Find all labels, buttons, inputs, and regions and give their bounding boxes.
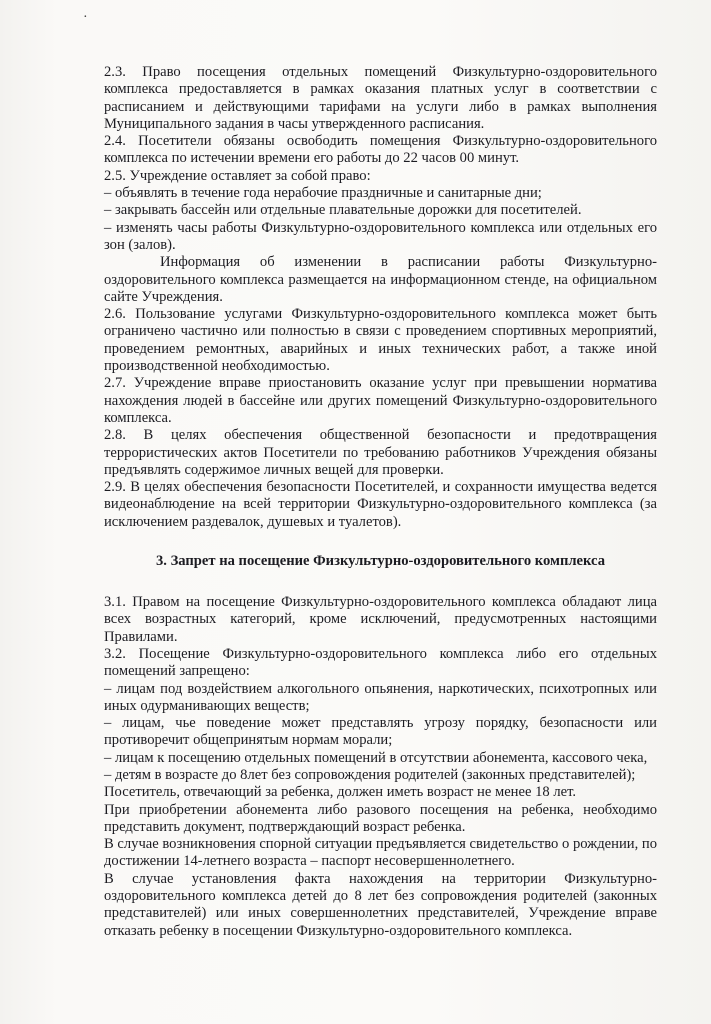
paragraph-2-6: 2.6. Пользование услугами Физкультурно-оздоровительного комплекса может быть ограничено частично или полностью в связи с проведением спортивных мероприятий, проведением ремонтных, аварийных и иных технических работ, а также иной производственной необходимостью.	[104, 306, 657, 375]
list-item-3-2-a: – лицам под воздействием алкогольного опьянения, наркотических, психотропных или иных одурманивающих веществ;	[104, 680, 657, 714]
paragraph-2-3: 2.3. Право посещения отдельных помещений Физкультурно-оздоровительного комплекса предоставляется в рамках оказания платных услуг в соответствии с расписанием и действующими тарифами на услуги либо в рамках выполнения Муниципального задания в часы утвержденного расписания.	[104, 64, 657, 132]
list-item-2-5-b: – закрывать бассейн или отдельные плавательные дорожки для посетителей.	[104, 202, 582, 219]
paragraph-refusal: В случае установления факта нахождения на территории Физкультурно-оздоровительного комплекса детей до 8 лет без сопровождения родителей (законных представителей) или иных совершеннолетних представителей, Учреждение вправе отказать ребенку в посещении Физкультурно-оздоровительного комплекса.	[104, 870, 657, 939]
paragraph-2-5: 2.5. Учреждение оставляет за собой право:	[104, 167, 371, 184]
paragraph-3-2: 3.2. Посещение Физкультурно-оздоровительного комплекса либо его отдельных помещений запрещено:	[104, 645, 657, 680]
paragraph-2-8: 2.8. В целях обеспечения общественной безопасности и предотвращения террористических актов Посетители по требованию работников Учреждения обязаны предъявлять содержимое личных вещей для проверки.	[104, 427, 657, 478]
list-item-3-2-c: – лицам к посещению отдельных помещений в отсутствии абонемента, кассового чека,	[104, 749, 648, 766]
paragraph-document: При приобретении абонемента либо разового посещения на ребенка, необходимо представить документ, подтверждающий возраст ребенка.	[104, 801, 657, 835]
list-item-2-5-a: – объявлять в течение года нерабочие праздничные и санитарные дни;	[104, 185, 542, 202]
paragraph-age: Посетитель, отвечающий за ребенка, должен иметь возраст не менее 18 лет.	[104, 784, 577, 801]
paragraph-2-9: 2.9. В целях обеспечения безопасности Посетителей, и сохранности имущества ведется видеонаблюдение на всей территории Физкультурно-оздоровительного комплекса (за исключением раздевалок, душевых и туалетов).	[104, 479, 657, 530]
paragraph-info: Информация об изменении в расписании работы Физкультурно-оздоровительного комплекса размещается на информационном стенде, на официальном сайте Учреждения.	[104, 254, 657, 305]
list-item-3-2-d: – детям в возрасте до 8лет без сопровождения родителей (законных представителей);	[104, 766, 636, 783]
corner-mark: ·	[83, 10, 88, 25]
paragraph-3-1: 3.1. Правом на посещение Физкультурно-оздоровительного комплекса обладают лица всех возрастных категорий, кроме исключений, предусмотренных настоящими Правилами.	[104, 594, 657, 645]
section-3-heading: 3. Запрет на посещение Физкультурно-оздоровительного комплекса	[155, 553, 606, 570]
list-item-2-5-c: – изменять часы работы Физкультурно-оздоровительного комплекса или отдельных его зон (залов).	[104, 219, 657, 253]
paragraph-2-4: 2.4. Посетители обязаны освободить помещения Физкультурно-оздоровительного комплекса по истечении времени его работы до 22 часов 00 минут.	[104, 133, 657, 167]
paragraph-dispute: В случае возникновения спорной ситуации предъявляется свидетельство о рождении, по достижении 14-летнего возраста – паспорт несовершеннолетнего.	[104, 836, 657, 870]
paragraph-2-7: 2.7. Учреждение вправе приостановить оказание услуг при превышении норматива нахождения людей в бассейне или других помещений Физкультурно-оздоровительного комплекса.	[104, 375, 657, 426]
list-item-3-2-b: – лицам, чье поведение может представлять угрозу порядку, безопасности или противоречит общепринятым нормам морали;	[104, 715, 657, 749]
